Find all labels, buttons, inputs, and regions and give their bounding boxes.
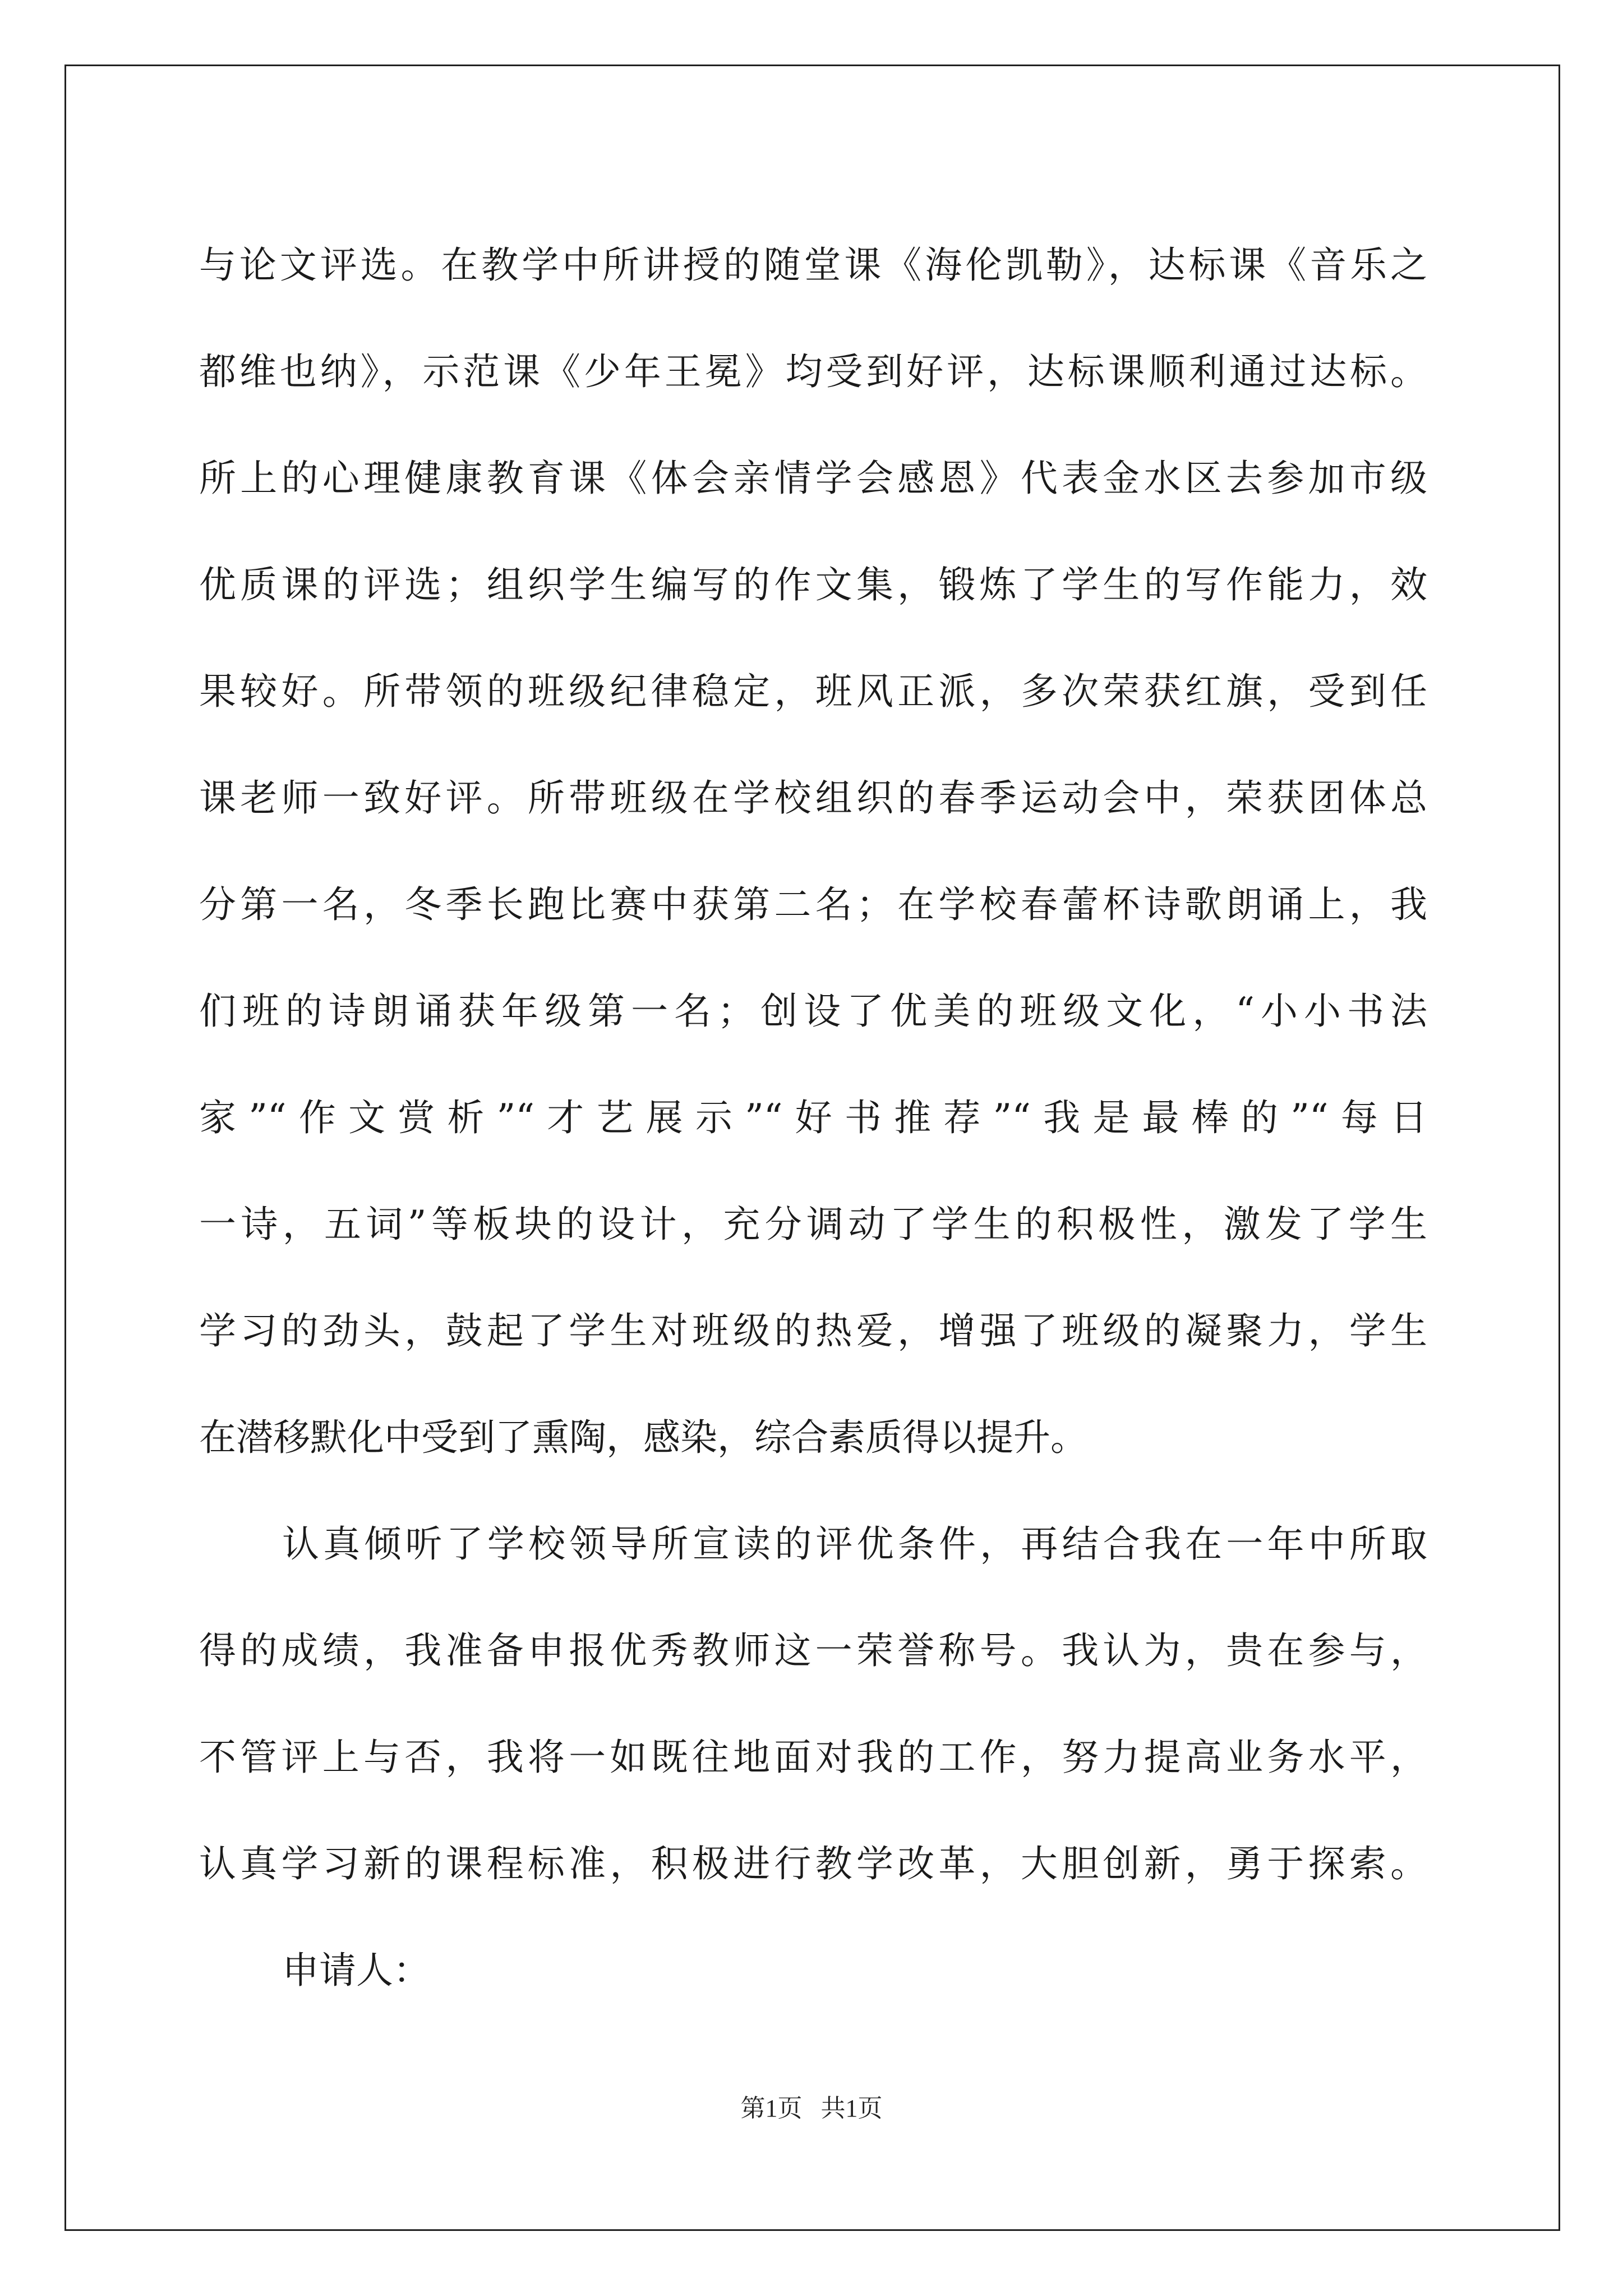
page-footer — [0, 2088, 1623, 2124]
paragraph-end-line: 在潜移默化中受到了熏陶，感染，综合素质得以提升。 — [199, 1416, 1087, 1459]
text-line: 们班的诗朗诵获年级第一名；创设了优美的班级文化，“小小书法 — [199, 990, 1427, 1033]
text-line: 认真学习新的课程标准，积极进行教学改革，大胆创新，勇于探索。 — [199, 1842, 1427, 1885]
document-body — [199, 212, 1427, 2024]
text-line: 分第一名，冬季长跑比赛中获第二名；在学校春蕾杯诗歌朗诵上，我 — [199, 883, 1427, 926]
text-line: 不管评上与否，我将一如既往地面对我的工作，努力提高业务水平， — [199, 1736, 1427, 1779]
text-line: 家”“作文赏析”“才艺展示”“好书推荐”“我是最棒的”“每日 — [199, 1096, 1427, 1139]
text-line: 学习的劲头，鼓起了学生对班级的热爱，增强了班级的凝聚力，学生 — [199, 1309, 1427, 1352]
page-total: 共1页 — [820, 2095, 883, 2122]
text-line: 果较好。所带领的班级纪律稳定，班风正派，多次荣获红旗，受到任 — [199, 670, 1427, 713]
applicant-signature-label: 申请人： — [282, 1949, 430, 1992]
footer-spacer — [803, 2095, 821, 2122]
text-line: 与论文评选。在教学中所讲授的随堂课《海伦凯勒》，达标课《音乐之 — [199, 243, 1427, 287]
text-line: 得的成绩，我准备申报优秀教师这一荣誉称号。我认为，贵在参与， — [199, 1629, 1427, 1672]
text-line: 课老师一致好评。所带班级在学校组织的春季运动会中，荣获团体总 — [199, 776, 1427, 820]
page-number: 第1页 — [740, 2095, 803, 2122]
text-line: 所上的心理健康教育课《体会亲情学会感恩》代表金水区去参加市级 — [199, 457, 1427, 500]
paragraph-start-line: 认真倾听了学校领导所宣读的评优条件，再结合我在一年中所取 — [282, 1522, 1427, 1566]
text-line: 都维也纳》，示范课《少年王冕》均受到好评，达标课顺利通过达标。 — [199, 350, 1427, 393]
text-line: 一诗，五词”等板块的设计，充分调动了学生的积极性，激发了学生 — [199, 1203, 1427, 1246]
text-line: 优质课的评选；组织学生编写的作文集，锻炼了学生的写作能力，效 — [199, 563, 1427, 606]
